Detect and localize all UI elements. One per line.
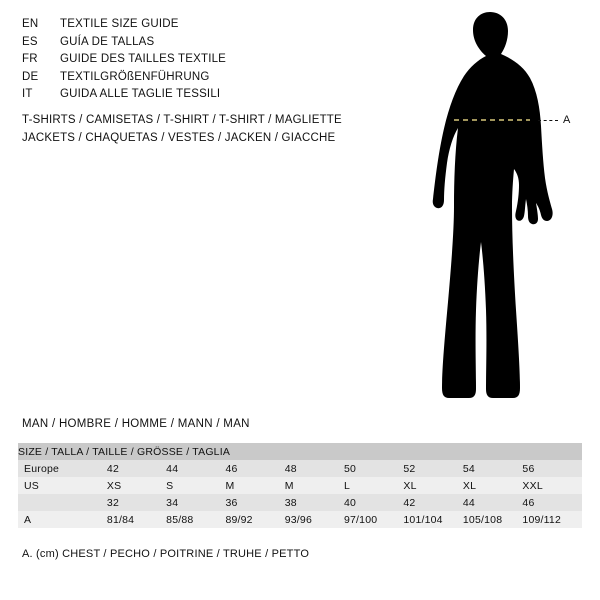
cell-value: 85/88 xyxy=(166,513,194,526)
cell-value: 50 xyxy=(343,462,357,475)
category-line-jackets: JACKETS / CHAQUETAS / VESTES / JACKEN / GIACCHE xyxy=(22,132,336,144)
language-header-block xyxy=(22,16,352,104)
cell-value: 89/92 xyxy=(225,513,253,526)
row-label: A xyxy=(24,513,32,526)
language-code: DE xyxy=(22,70,39,83)
row-label: Europe xyxy=(24,462,60,475)
cell-value: 48 xyxy=(284,462,297,475)
cell-value: 46 xyxy=(522,496,535,509)
cell-value: 38 xyxy=(284,496,297,509)
cell-value: S xyxy=(166,479,174,492)
cell-value: 54 xyxy=(462,462,475,475)
category-block xyxy=(22,111,382,147)
footnote-chest-measure: A. (cm) CHEST / PECHO / POITRINE / TRUHE / PETTO xyxy=(22,548,310,560)
cell-value: 36 xyxy=(225,496,238,509)
row-label xyxy=(18,494,107,511)
cell-value: XL xyxy=(403,479,417,492)
table-header-label: SIZE / TALLA / TAILLE / GRÖSSE / TAGLIA xyxy=(18,445,231,458)
cell-value: M xyxy=(284,479,294,492)
language-text: GUIDA ALLE TAGLIE TESSILI xyxy=(60,88,221,100)
silhouette-icon xyxy=(400,10,590,405)
language-text: TEXTILE SIZE GUIDE xyxy=(60,18,179,30)
table-row xyxy=(18,460,582,477)
language-text: TEXTILGRÖßENFÜHRUNG xyxy=(60,70,210,83)
cell-value: 34 xyxy=(166,496,179,509)
male-silhouette-figure xyxy=(400,10,590,405)
cell-value: M xyxy=(225,479,235,492)
size-table xyxy=(18,443,582,528)
cell-value: 42 xyxy=(106,462,119,475)
measure-label-a: A xyxy=(563,114,571,126)
cell-value: 97/100 xyxy=(343,513,378,526)
row-label: US xyxy=(24,479,39,492)
cell-value: XS xyxy=(106,479,122,492)
language-row xyxy=(22,69,352,87)
table-row xyxy=(18,477,582,494)
category-line-tshirts: T-SHIRTS / CAMISETAS / T-SHIRT / T-SHIRT / MAGLIETTE xyxy=(22,114,342,126)
cell-value: 81/84 xyxy=(106,513,135,526)
cell-value: 32 xyxy=(106,496,119,509)
cell-value: 40 xyxy=(343,496,357,509)
cell-value: 109/112 xyxy=(522,513,561,526)
cell-value: XXL xyxy=(522,479,543,492)
cell-value: 46 xyxy=(225,462,238,475)
language-code: ES xyxy=(22,35,38,48)
cell-value: 44 xyxy=(462,496,475,509)
table-header-row xyxy=(18,443,582,460)
table-row xyxy=(18,511,582,528)
table-row xyxy=(18,494,582,511)
cell-value: 93/96 xyxy=(284,513,312,526)
language-row xyxy=(22,34,352,52)
language-row xyxy=(22,51,352,69)
language-code: EN xyxy=(22,18,39,30)
cell-value: 44 xyxy=(166,462,179,475)
cell-value: 52 xyxy=(403,462,416,475)
language-code: FR xyxy=(22,53,38,65)
measure-leader-line xyxy=(538,120,558,122)
cell-value: 56 xyxy=(522,462,535,475)
language-text: GUÍA DE TALLAS xyxy=(60,35,155,48)
cell-value: 105/108 xyxy=(462,513,503,526)
cell-value: 101/104 xyxy=(403,513,443,526)
language-code: IT xyxy=(22,88,33,100)
cell-value: 42 xyxy=(403,496,416,509)
language-row xyxy=(22,86,352,104)
language-text: GUIDE DES TAILLES TEXTILE xyxy=(60,53,227,65)
cell-value: L xyxy=(343,479,351,492)
language-row xyxy=(22,16,352,34)
cell-value: XL xyxy=(462,479,477,492)
table-group-title: MAN / HOMBRE / HOMME / MANN / MAN xyxy=(22,418,250,430)
